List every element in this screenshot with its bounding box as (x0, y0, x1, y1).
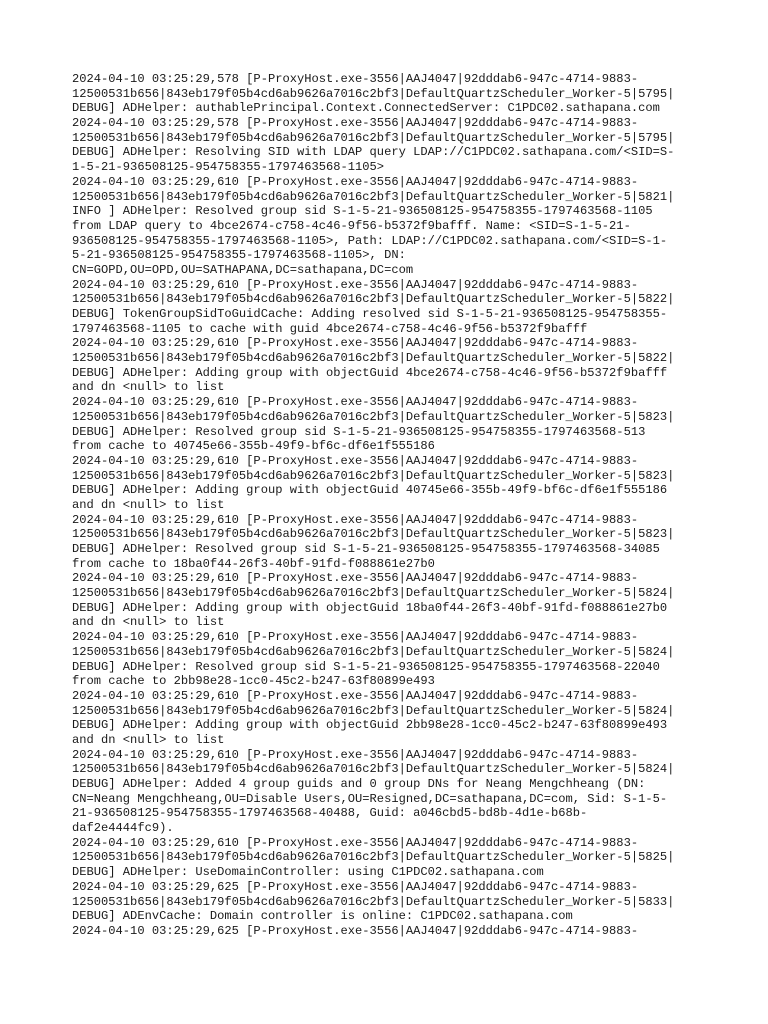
log-line: DEBUG] ADHelper: Resolving SID with LDAP query LDAP://C1PDC02.sathapana.com/<SID=S- (72, 145, 675, 160)
log-document (72, 72, 700, 939)
log-line: 12500531b656|843eb179f05b4cd6ab9626a7016c2bf3|DefaultQuartzScheduler_Worker-5|5833| (72, 894, 675, 909)
log-line: 12500531b656|843eb179f05b4cd6ab9626a7016c2bf3|DefaultQuartzScheduler_Worker-5|5824| (72, 703, 675, 718)
log-line: 2024-04-10 03:25:29,610 [P-ProxyHost.exe-3556|AAJ4047|92dddab6-947c-4714-9883- (72, 747, 639, 762)
log-line: 12500531b656|843eb179f05b4cd6ab9626a7016c2bf3|DefaultQuartzScheduler_Worker-5|5822| (72, 351, 675, 366)
log-line: DEBUG] ADHelper: authablePrincipal.Context.ConnectedServer: C1PDC02.sathapana.com (72, 101, 660, 116)
log-line: 12500531b656|843eb179f05b4cd6ab9626a7016c2bf3|DefaultQuartzScheduler_Worker-5|5823| (72, 527, 675, 542)
log-line: 2024-04-10 03:25:29,578 [P-ProxyHost.exe-3556|AAJ4047|92dddab6-947c-4714-9883- (72, 116, 639, 131)
log-line: DEBUG] ADEnvCache: Domain controller is online: C1PDC02.sathapana.com (72, 909, 573, 924)
log-line: DEBUG] TokenGroupSidToGuidCache: Adding resolved sid S-1-5-21-936508125-954758355- (72, 307, 668, 321)
log-line: 12500531b656|843eb179f05b4cd6ab9626a7016c2bf3|DefaultQuartzScheduler_Worker-5|5824| (72, 762, 675, 777)
log-line: from cache to 2bb98e28-1cc0-45c2-b247-63f80899e493 (72, 674, 435, 689)
log-line: 2024-04-10 03:25:29,610 [P-ProxyHost.exe-3556|AAJ4047|92dddab6-947c-4714-9883- (72, 453, 639, 468)
log-line: 2024-04-10 03:25:29,610 [P-ProxyHost.exe-3556|AAJ4047|92dddab6-947c-4714-9883- (72, 630, 639, 645)
log-line: and dn <null> to list (72, 732, 225, 747)
log-line: 936508125-954758355-1797463568-1105>, Path: LDAP://C1PDC02.sathapana.com/<SID=S-1- (72, 233, 668, 248)
log-line: CN=GOPD,OU=OPD,OU=SATHAPANA,DC=sathapana,DC=com (72, 262, 414, 277)
log-line: and dn <null> to list (72, 497, 225, 512)
log-lines (72, 72, 700, 939)
log-line: 12500531b656|843eb179f05b4cd6ab9626a7016c2bf3|DefaultQuartzScheduler_Worker-5|5823| (72, 468, 675, 483)
log-line: 12500531b656|843eb179f05b4cd6ab9626a7016c2bf3|DefaultQuartzScheduler_Worker-5|5824| (72, 586, 675, 601)
log-line: DEBUG] ADHelper: Adding group with objectGuid 4bce2674-c758-4c46-9f56-b5372f9bafff (72, 365, 668, 380)
log-line: 2024-04-10 03:25:29,610 [P-ProxyHost.exe-3556|AAJ4047|92dddab6-947c-4714-9883- (72, 835, 639, 850)
log-line: 1-5-21-936508125-954758355-1797463568-1105> (72, 160, 385, 175)
log-line: DEBUG] ADHelper: Adding group with objectGuid 2bb98e28-1cc0-45c2-b247-63f80899e493 (72, 718, 668, 733)
log-line: from LDAP query to 4bce2674-c758-4c46-9f56-b5372f9bafff. Name: <SID=S-1-5-21- (72, 218, 631, 233)
log-line: DEBUG] ADHelper: Added 4 group guids and 0 group DNs for Neang Mengchheang (DN: (72, 777, 646, 791)
log-line: 12500531b656|843eb179f05b4cd6ab9626a7016c2bf3|DefaultQuartzScheduler_Worker-5|5821| (72, 189, 675, 204)
log-line: 2024-04-10 03:25:29,610 [P-ProxyHost.exe-3556|AAJ4047|92dddab6-947c-4714-9883- (72, 688, 639, 703)
log-line: daf2e4444fc9). (72, 821, 174, 836)
log-line: 2024-04-10 03:25:29,625 [P-ProxyHost.exe-3556|AAJ4047|92dddab6-947c-4714-9883- (72, 879, 639, 894)
log-line: 2024-04-10 03:25:29,578 [P-ProxyHost.exe-3556|AAJ4047|92dddab6-947c-4714-9883- (72, 72, 639, 86)
log-line: 21-936508125-954758355-1797463568-40488, Guid: a046cbd5-bd8b-4d1e-b68b- (72, 806, 588, 821)
log-line: 2024-04-10 03:25:29,610 [P-ProxyHost.exe-3556|AAJ4047|92dddab6-947c-4714-9883- (72, 277, 639, 292)
log-line: 12500531b656|843eb179f05b4cd6ab9626a7016c2bf3|DefaultQuartzScheduler_Worker-5|5824| (72, 644, 675, 659)
log-line: DEBUG] ADHelper: Adding group with objectGuid 40745e66-355b-49f9-bf6c-df6e1f555186 (72, 483, 668, 498)
log-line: DEBUG] ADHelper: UseDomainController: using C1PDC02.sathapana.com (72, 865, 544, 880)
log-line: DEBUG] ADHelper: Resolved group sid S-1-5-21-936508125-954758355-1797463568-22040 (72, 659, 660, 674)
log-line: DEBUG] ADHelper: Resolved group sid S-1-5-21-936508125-954758355-1797463568-34085 (72, 542, 660, 556)
log-line: 12500531b656|843eb179f05b4cd6ab9626a7016c2bf3|DefaultQuartzScheduler_Worker-5|5795| (72, 86, 675, 101)
log-line: 12500531b656|843eb179f05b4cd6ab9626a7016c2bf3|DefaultQuartzScheduler_Worker-5|5825| (72, 850, 675, 865)
log-line: 12500531b656|843eb179f05b4cd6ab9626a7016c2bf3|DefaultQuartzScheduler_Worker-5|5822| (72, 292, 675, 307)
log-line: 2024-04-10 03:25:29,610 [P-ProxyHost.exe-3556|AAJ4047|92dddab6-947c-4714-9883- (72, 395, 639, 410)
log-line: 12500531b656|843eb179f05b4cd6ab9626a7016c2bf3|DefaultQuartzScheduler_Worker-5|5795| (72, 130, 675, 145)
log-line: and dn <null> to list (72, 380, 225, 395)
log-line: INFO ] ADHelper: Resolved group sid S-1-5-21-936508125-954758355-1797463568-1105 (72, 204, 653, 219)
log-line: and dn <null> to list (72, 615, 225, 630)
log-line: 2024-04-10 03:25:29,610 [P-ProxyHost.exe-3556|AAJ4047|92dddab6-947c-4714-9883- (72, 174, 639, 189)
log-line: DEBUG] ADHelper: Resolved group sid S-1-5-21-936508125-954758355-1797463568-513 (72, 424, 646, 439)
log-line: CN=Neang Mengchheang,OU=Disable Users,OU=Resigned,DC=sathapana,DC=com, Sid: S-1-5- (72, 791, 668, 806)
log-line: DEBUG] ADHelper: Adding group with objectGuid 18ba0f44-26f3-40bf-91fd-f088861e27b0 (72, 600, 668, 615)
log-line: 2024-04-10 03:25:29,610 [P-ProxyHost.exe-3556|AAJ4047|92dddab6-947c-4714-9883- (72, 512, 639, 527)
log-line: from cache to 18ba0f44-26f3-40bf-91fd-f088861e27b0 (72, 556, 435, 571)
log-line: 2024-04-10 03:25:29,625 [P-ProxyHost.exe-3556|AAJ4047|92dddab6-947c-4714-9883- (72, 923, 639, 938)
log-line: 12500531b656|843eb179f05b4cd6ab9626a7016c2bf3|DefaultQuartzScheduler_Worker-5|5823| (72, 409, 675, 424)
log-line: 2024-04-10 03:25:29,610 [P-ProxyHost.exe-3556|AAJ4047|92dddab6-947c-4714-9883- (72, 336, 639, 351)
log-line: 1797463568-1105 to cache with guid 4bce2674-c758-4c46-9f56-b5372f9bafff (72, 321, 588, 336)
log-line: 5-21-936508125-954758355-1797463568-1105>, DN: (72, 248, 406, 263)
log-line: 2024-04-10 03:25:29,610 [P-ProxyHost.exe-3556|AAJ4047|92dddab6-947c-4714-9883- (72, 571, 639, 586)
log-line: from cache to 40745e66-355b-49f9-bf6c-df6e1f555186 (72, 439, 435, 454)
